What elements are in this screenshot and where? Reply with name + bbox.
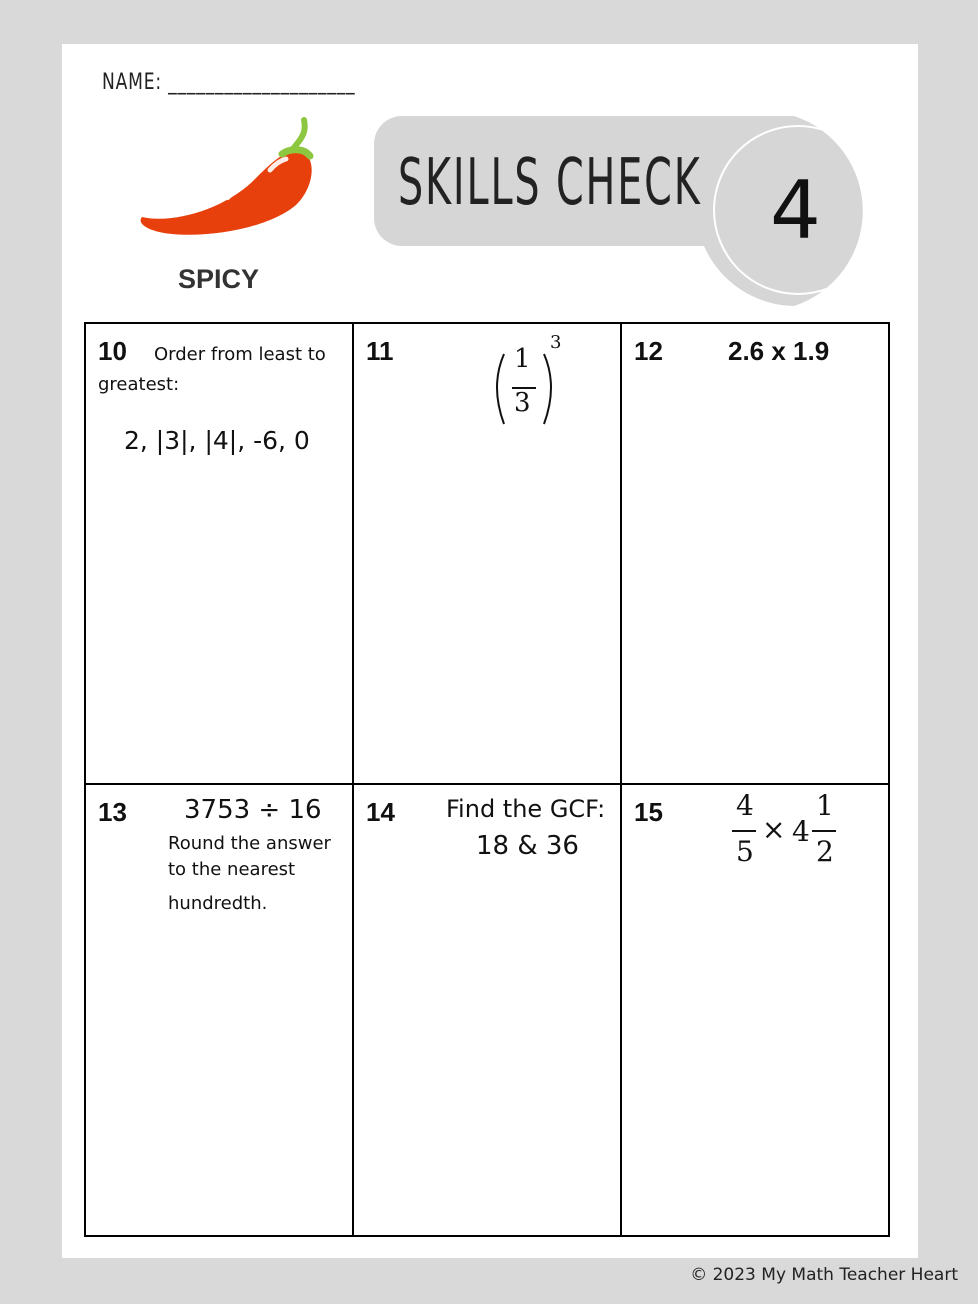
copyright-footer: © 2023 My Math Teacher Heart — [690, 1265, 958, 1285]
problem-number: 15 — [634, 797, 663, 827]
problem-instruction-cont: to the nearest — [168, 859, 296, 880]
problem-instruction: Order from least to — [154, 344, 326, 365]
name-row — [102, 70, 355, 95]
exponent: 3 — [550, 332, 562, 353]
problem-10 — [86, 324, 354, 785]
problem-15 — [622, 785, 888, 1235]
problem-expression: 3753 ÷ 16 — [184, 795, 322, 825]
problem-14 — [354, 785, 622, 1235]
worksheet-number: 4 — [770, 164, 821, 257]
problem-instruction-end: hundredth. — [168, 893, 268, 914]
problem-grid — [84, 322, 890, 1237]
name-label: NAME: — [102, 70, 162, 95]
problem-number: 12 — [634, 336, 663, 366]
problem-values: 18 & 36 — [476, 831, 579, 861]
fraction2-bar — [812, 829, 838, 833]
fraction1-numerator: 4 — [736, 789, 754, 822]
problem-instruction: Find the GCF: — [446, 795, 606, 823]
fraction1-denominator: 5 — [736, 835, 754, 868]
problem-13 — [86, 785, 354, 1235]
problem-12 — [622, 324, 888, 785]
times-operator: × — [762, 813, 786, 846]
problem-expression: 2.6 x 1.9 — [728, 336, 830, 366]
fraction2-denominator: 2 — [816, 835, 834, 868]
name-line[interactable]: ____________________ — [168, 70, 356, 95]
problem-instruction: Round the answer — [168, 833, 331, 854]
problem-number: 14 — [366, 797, 395, 827]
level-label: SPICY — [178, 264, 260, 294]
problem-number: 11 — [366, 336, 394, 366]
problem-number: 10 — [98, 336, 127, 366]
fraction2-numerator: 1 — [816, 789, 834, 822]
fraction-denominator: 3 — [514, 388, 531, 418]
chili-pepper-icon — [132, 112, 322, 246]
problem-values: 2, |3|, |4|, -6, 0 — [124, 426, 310, 455]
mixed-whole: 4 — [792, 815, 810, 848]
fraction1-bar — [732, 829, 758, 833]
problem-11 — [354, 324, 622, 785]
problem-number: 13 — [98, 797, 127, 827]
problem-instruction-cont: greatest: — [98, 374, 180, 395]
fraction-numerator: 1 — [514, 344, 531, 374]
worksheet-title: SKILLS CHECK — [398, 146, 702, 220]
